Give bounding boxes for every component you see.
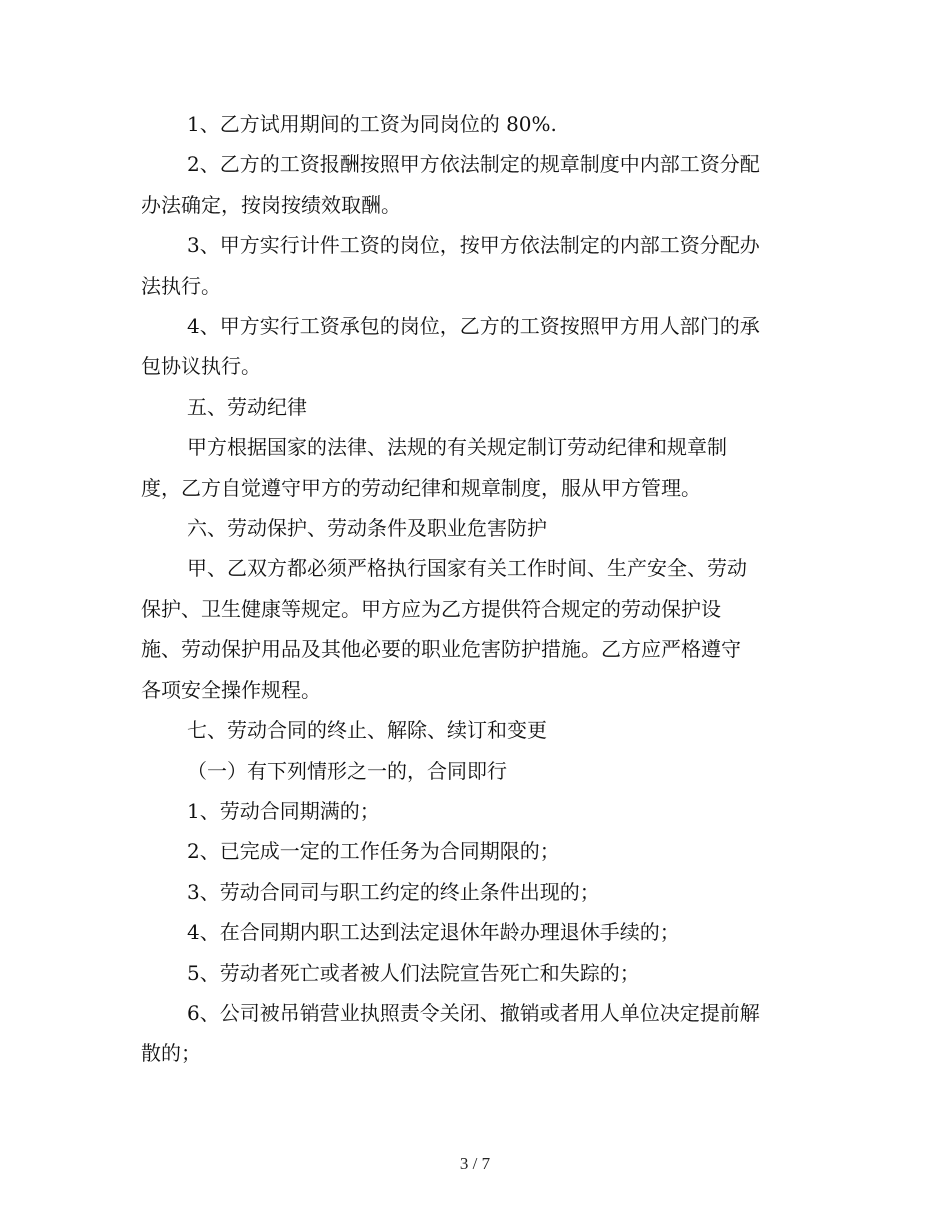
list-item <box>141 912 811 952</box>
text-line: 包协议执行。 <box>141 354 261 379</box>
list-item-text: 4、在合同期内职工达到法定退休年龄办理退休手续的； <box>187 920 680 945</box>
text-line: 度，乙方自觉遵守甲方的劳动纪律和规章制度，服从甲方管理。 <box>141 475 701 500</box>
paragraph-probation-wage <box>141 104 811 144</box>
section-heading: 六、劳动保护、劳动条件及职业危害防护 <box>187 516 547 541</box>
subsection-heading-text: （一）有下列情形之一的，合同即行 <box>187 758 507 783</box>
paragraph-piece-rate <box>141 225 811 306</box>
list-item-text: 3、劳动合同司与职工约定的终止条件出现的； <box>187 879 600 904</box>
paragraph-labor-protection <box>141 548 811 710</box>
section-heading-contract-termination <box>141 710 811 750</box>
subsection-heading <box>141 751 811 791</box>
text-line: 甲方根据国家的法律、法规的有关规定制订劳动纪律和规章制 <box>187 435 727 460</box>
text-line: 施、劳动保护用品及其他必要的职业危害防护措施。乙方应严格遵守 <box>141 637 741 662</box>
list-item <box>141 872 811 912</box>
list-item-text: 2、已完成一定的工作任务为合同期限的； <box>187 839 560 864</box>
list-item <box>141 953 811 993</box>
text-line: 1、乙方试用期间的工资为同岗位的 80%. <box>187 112 557 136</box>
list-item-text: 6、公司被吊销营业执照责令关闭、撤销或者用人单位决定提前解 <box>187 1000 760 1025</box>
section-heading-labor-discipline <box>141 387 811 427</box>
paragraph-labor-discipline <box>141 427 811 508</box>
section-heading: 七、劳动合同的终止、解除、续订和变更 <box>187 718 547 743</box>
list-item <box>141 993 811 1074</box>
list-item-text: 散的； <box>141 1041 201 1066</box>
page-number: 3 / 7 <box>459 1154 491 1173</box>
paragraph-wage-rules <box>141 144 811 225</box>
text-line: 2、乙方的工资报酬按照甲方依法制定的规章制度中内部工资分配 <box>187 152 760 177</box>
list-item <box>141 831 811 871</box>
paragraph-wage-contracting <box>141 306 811 387</box>
text-line: 4、甲方实行工资承包的岗位，乙方的工资按照甲方用人部门的承 <box>187 314 760 339</box>
text-line: 办法确定，按岗按绩效取酬。 <box>141 192 401 217</box>
list-item-text: 1、劳动合同期满的； <box>187 798 380 823</box>
list-item-text: 5、劳动者死亡或者被人们法院宣告死亡和失踪的； <box>187 960 640 985</box>
section-heading-labor-protection <box>141 508 811 548</box>
text-line: 各项安全操作规程。 <box>141 677 321 702</box>
section-heading: 五、劳动纪律 <box>187 394 307 419</box>
document-body <box>141 104 811 1074</box>
list-item <box>141 791 811 831</box>
text-line: 甲、乙双方都必须严格执行国家有关工作时间、生产安全、劳动 <box>187 556 747 581</box>
text-line: 3、甲方实行计件工资的岗位，按甲方依法制定的内部工资分配办 <box>187 233 760 258</box>
text-line: 保护、卫生健康等规定。甲方应为乙方提供符合规定的劳动保护设 <box>141 596 721 621</box>
text-line: 法执行。 <box>141 273 221 298</box>
